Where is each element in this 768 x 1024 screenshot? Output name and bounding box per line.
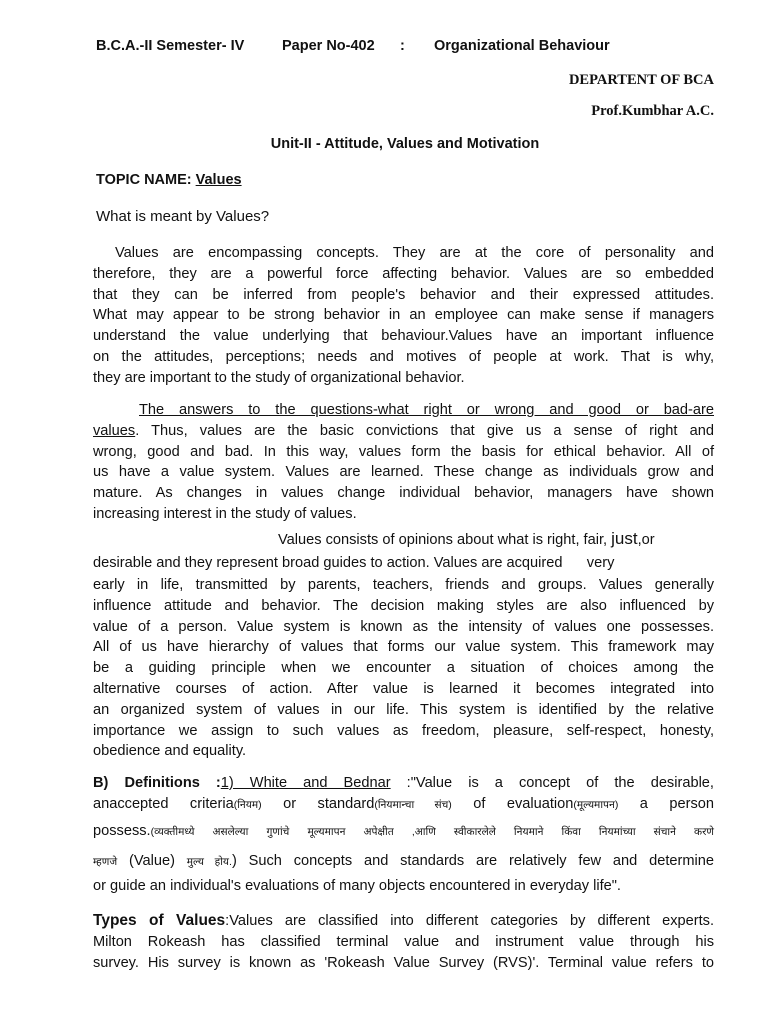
paragraph-line: mature. As changes in values change individual behavior, managers have shown — [93, 485, 714, 502]
paragraph-line — [93, 816, 714, 847]
paragraph-line: Milton Rokeash has classified terminal value and instrument value through his — [93, 933, 714, 950]
emphasis-text: just — [611, 529, 638, 548]
paragraph-line: understand the value underlying that behaviour.Values have an important influence — [93, 328, 714, 345]
question-heading: What is meant by Values? — [96, 208, 270, 225]
paragraph-line: value of a person. Value system is known as the intensity of values one possesses. — [93, 618, 714, 635]
paragraph-line — [93, 421, 714, 442]
paragraph-line: influence attitude and behavior. The decision making styles are also influenced by — [93, 597, 714, 614]
marathi-text: (व्यक्तीमध्ये असलेल्या गुणांचे मूल्यमापन अपेक्षीत ,आणि स्वीकारलेले नियमाने किंवा नियमांच्या संचाने करणे — [150, 825, 714, 838]
types-label: Types of Values — [93, 912, 226, 929]
header-colon: : — [400, 38, 405, 54]
underlined-text: The answers to the questions-what right or wrong and good or bad-are — [139, 402, 714, 418]
paragraph-line — [93, 528, 714, 551]
topic-label: TOPIC NAME: — [96, 172, 196, 188]
definitions-section — [93, 773, 714, 896]
paragraph-line — [93, 911, 714, 932]
paragraph-line — [93, 794, 714, 816]
paragraph-line: increasing interest in the study of values. — [93, 505, 357, 522]
course-label: B.C.A.-II Semester- IV — [96, 38, 245, 54]
paragraph-line: obedience and equality. — [93, 743, 247, 760]
paragraph-line: importance we assign to such values as freedom, pleasure, self-respect, honesty, — [93, 722, 714, 739]
paragraph-line: or guide an individual's evaluations of many objects encountered in everyday life". — [93, 877, 621, 894]
paragraph-text: (Value) — [117, 852, 187, 869]
paragraph-text: a person — [618, 795, 714, 812]
marathi-text: म्हणजे — [93, 855, 118, 868]
paragraph-line: us have a value system. Values are learned. These change as individuals grow and — [93, 464, 714, 481]
paragraph-text: Values consists of opinions about what is right, fair, — [278, 532, 612, 548]
paragraph-2 — [93, 400, 714, 525]
header-line — [96, 38, 610, 54]
underlined-text: values — [93, 422, 136, 439]
paragraph-text: possess. — [93, 822, 151, 839]
paragraph-line: that they can be inferred from people's behavior and their expressed attitudes. — [93, 286, 714, 303]
definitions-label: B) Definitions : — [93, 775, 221, 791]
paragraph-text: anaccepted criteria — [93, 795, 234, 812]
paragraph-line: on the attitudes, perceptions; needs and motives of people at work. That is why, — [93, 348, 714, 365]
definition-source: 1) White and Bednar — [220, 775, 391, 791]
paragraph-text: :Values are classified into different categories by different experts. — [225, 913, 714, 929]
paragraph-line: early in life, transmitted by parents, teachers, friends and groups. Values generally — [93, 577, 714, 593]
paragraph-line: desirable and they represent broad guides to action. Values are acquired very — [93, 555, 615, 571]
paragraph-line: an organized system of values in our life. This system is identified by the relative — [93, 701, 714, 718]
paragraph-line: What may appear to be strong behavior in an employee can make sense if managers — [93, 307, 714, 324]
paragraph-line: Values are encompassing concepts. They are at the core of personality and — [115, 245, 714, 261]
paragraph-1 — [93, 243, 714, 389]
paragraph-3 — [93, 528, 714, 762]
paragraph-text: . Thus, values are the basic convictions that give us a sense of right and — [135, 422, 714, 439]
paragraph-line: be a guiding principle when we encounter a situation of choices among the — [93, 660, 714, 677]
paper-number: Paper No-402 — [282, 38, 375, 54]
paragraph-line — [93, 847, 714, 876]
marathi-text: (नियम) — [233, 798, 262, 811]
paragraph-line — [93, 773, 714, 794]
marathi-text: मुल्य होय. — [186, 855, 232, 868]
paragraph-text: ) Such concepts and standards are relatively few and determine — [231, 852, 714, 869]
paragraph-line: alternative courses of action. After value is learned it becomes integrated into — [93, 680, 714, 697]
paragraph-text: :"Value is a concept of the desirable, — [390, 775, 714, 791]
paragraph-text: or standard — [261, 795, 375, 812]
paragraph-line: wrong, good and bad. In this way, values form the basis for ethical behavior. All of — [93, 443, 714, 460]
paragraph-line: therefore, they are a powerful force affecting behavior. Values are so embedded — [93, 265, 714, 282]
paragraph-line: survey. His survey is known as 'Rokeash Value Survey (RVS)'. Terminal value refers to — [93, 954, 714, 971]
unit-title: Unit-II - Attitude, Values and Motivation — [270, 136, 540, 152]
paragraph-line: All of us have hierarchy of values that forms our value system. This framework may — [93, 639, 714, 656]
paragraph-line — [93, 400, 714, 421]
marathi-text: (नियमान्चा संच) — [374, 798, 452, 811]
paragraph-line: they are important to the study of organizational behavior. — [93, 369, 465, 386]
paragraph-text: of evaluation — [451, 795, 574, 812]
department-label: DEPARTENT OF BCA — [568, 72, 714, 88]
marathi-text: (मूल्यमापन) — [573, 798, 619, 811]
topic-name: Values — [195, 172, 242, 188]
types-section — [93, 911, 714, 973]
paragraph-text: ,or — [637, 532, 655, 548]
subject-title: Organizational Behaviour — [434, 38, 610, 54]
professor-name: Prof.Kumbhar A.C. — [591, 103, 714, 119]
topic-heading — [96, 172, 242, 188]
